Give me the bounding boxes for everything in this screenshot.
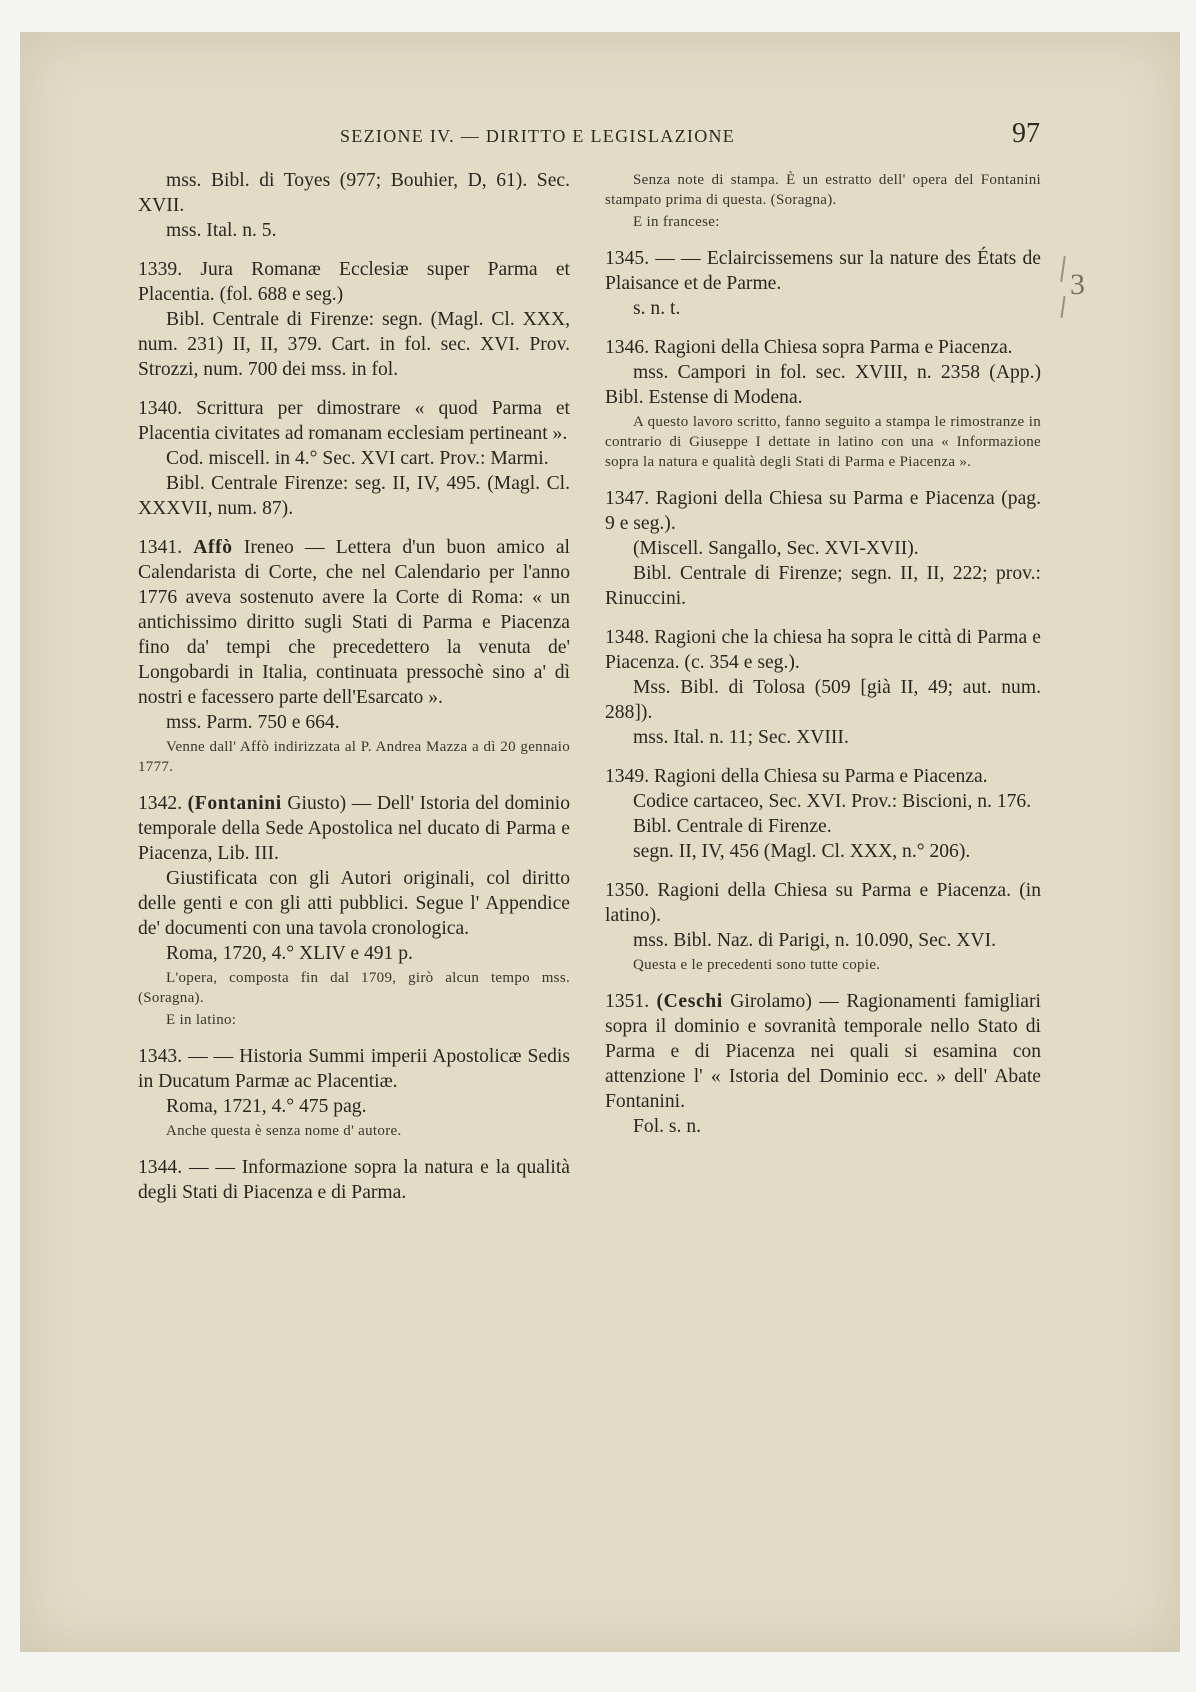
entry-note: Senza note di stampa. È un estratto dell' opera del Fontanini stampato prima di questa. (Soragna). xyxy=(605,172,1041,208)
entry-title xyxy=(605,246,1041,296)
running-header xyxy=(340,118,1040,154)
entry-detail xyxy=(605,1114,1041,1139)
entry-detail xyxy=(138,218,570,243)
entry-title xyxy=(138,535,570,710)
entry-note: E in francese: xyxy=(633,214,720,230)
entry-text: Scrittura per dimostrare « quod Parma et Placentia civitates ad romanam ecclesiam pertineant ». xyxy=(138,398,570,444)
catalog-entry xyxy=(605,878,1041,975)
entry-text: Ragioni della Chiesa su Parma e Piacenza. (in latino). xyxy=(605,880,1041,926)
entry-detail xyxy=(605,928,1041,953)
catalog-entry xyxy=(138,1155,570,1205)
entry-text: — — Historia Summi imperii Apostolicæ Sedis in Ducatum Parmæ ac Placentiæ. xyxy=(138,1046,570,1092)
entry-author: (Ceschi xyxy=(656,991,723,1012)
entry-title xyxy=(138,1044,570,1094)
entry-note: Questa e le precedenti sono tutte copie. xyxy=(633,957,881,973)
catalog-entry xyxy=(605,625,1041,750)
entry-text: — — Informazione sopra la natura e la qualità degli Stati di Piacenza e di Parma. xyxy=(138,1157,570,1203)
entry-detail xyxy=(138,941,570,966)
entry-text: s. n. t. xyxy=(633,298,681,319)
entry-text: Ireneo — Lettera d'un buon amico al Calendarista di Corte, che nel Calendario per l'anno 1776 aveva sostenuto avere la Corte di Roma: « un antichissimo diritto sugli Stati di Parma e Piacenza fino da' tempi che precedettero la venuta de' Longobardi in Italia, continuata pressochè sino a' dì nostri e facessero parte dell'Esarcato ». xyxy=(138,537,570,708)
entry-detail xyxy=(605,296,1041,321)
entry-title xyxy=(605,335,1041,360)
entry-text: Ragioni della Chiesa su Parma e Piacenza (pag. 9 e seg.). xyxy=(605,488,1041,534)
entry-text: — — Eclaircissemens sur la nature des États de Plaisance et de Parme. xyxy=(605,248,1041,294)
entry-detail xyxy=(138,446,570,471)
entry-detail xyxy=(138,307,570,382)
entry-text: mss. Ital. n. 11; Sec. XVIII. xyxy=(633,727,849,748)
entry-text: Bibl. Centrale di Firenze: segn. (Magl. Cl. XXX, num. 231) II, II, 379. Cart. in fol. sec. XVI. Prov. Strozzi, num. 700 dei mss. in fol. xyxy=(138,309,570,380)
entry-number: 1340. xyxy=(138,398,183,419)
entry-number: 1343. xyxy=(138,1046,183,1067)
entry-title xyxy=(605,764,1041,789)
entry-text: mss. Bibl. di Toyes (977; Bouhier, D, 61). Sec. XVII. xyxy=(138,170,570,216)
catalog-entry xyxy=(138,168,570,243)
entry-text: mss. Ital. n. 5. xyxy=(166,220,277,241)
entry-note: E in latino: xyxy=(166,1012,237,1028)
entry-text: mss. Bibl. Naz. di Parigi, n. 10.090, Sec. XVI. xyxy=(633,930,997,951)
entry-detail xyxy=(138,168,570,218)
entry-detail xyxy=(605,725,1041,750)
entry-text: Cod. miscell. in 4.° Sec. XVI cart. Prov.: Marmi. xyxy=(166,448,549,469)
entry-note: L'opera, composta fin dal 1709, girò alcun tempo mss. (Soragna). xyxy=(138,970,570,1006)
section-title: SEZIONE IV. — DIRITTO E LEGISLAZIONE xyxy=(340,126,736,146)
entry-detail xyxy=(605,536,1041,561)
entry-note: Venne dall' Affò indirizzata al P. Andrea Mazza a dì 20 gennaio 1777. xyxy=(138,739,570,775)
catalog-entry xyxy=(138,1044,570,1141)
catalog-entry xyxy=(138,396,570,521)
catalog-entry xyxy=(605,764,1041,864)
page-number: 97 xyxy=(1012,118,1040,149)
entry-detail xyxy=(138,710,570,735)
entry-detail xyxy=(605,839,1041,864)
entry-text: Mss. Bibl. di Tolosa (509 [già II, 49; aut. num. 288]). xyxy=(605,677,1041,723)
entry-text: Ragioni che la chiesa ha sopra le città di Parma e Piacenza. (c. 354 e seg.). xyxy=(605,627,1041,673)
entry-text: Ragioni della Chiesa su Parma e Piacenza. xyxy=(654,766,988,787)
entry-number: 1339. xyxy=(138,259,183,280)
catalog-entry xyxy=(605,246,1041,321)
entry-number: 1349. xyxy=(605,766,650,787)
entry-number: 1345. xyxy=(605,248,650,269)
entry-title xyxy=(138,396,570,446)
entry-number: 1348. xyxy=(605,627,650,648)
entry-detail xyxy=(605,814,1041,839)
entry-number: 1351. xyxy=(605,991,650,1012)
entry-title xyxy=(605,989,1041,1114)
entry-text: Jura Romanæ Ecclesiæ super Parma et Placentia. (fol. 688 e seg.) xyxy=(138,259,570,305)
entry-text: Bibl. Centrale di Firenze; segn. II, II, 222; prov.: Rinuccini. xyxy=(605,563,1041,609)
entry-number: 1342. xyxy=(138,793,183,814)
entry-text: Girolamo) — Ragionamenti famigliari sopra il dominio e sovranità temporale nello Stato di Parma e di Piacenza nei quali si esamina con attenzione l' « Istoria del Dominio ecc. » dell' Abate Fontanini. xyxy=(605,991,1041,1112)
entry-text: Giustificata con gli Autori originali, col diritto delle genti e con gli atti pubblici. Segue l' Appendice de' documenti con una tavola cronologica. xyxy=(138,868,570,939)
entry-text: Giusto) — Dell' Istoria del dominio temporale della Sede Apostolica nel ducato di Parma e Piacenza, Lib. III. xyxy=(138,793,571,864)
entry-text: Bibl. Centrale Firenze: seg. II, IV, 495. (Magl. Cl. XXXVII, num. 87). xyxy=(138,473,570,519)
entry-detail xyxy=(605,789,1041,814)
entry-author: (Fontanini xyxy=(187,793,282,814)
entry-text: (Miscell. Sangallo, Sec. XVI-XVII). xyxy=(633,538,919,559)
entry-detail xyxy=(138,471,570,521)
entry-detail xyxy=(605,675,1041,725)
entry-detail xyxy=(138,866,570,941)
entry-author: Affò xyxy=(193,537,233,558)
entry-title xyxy=(605,878,1041,928)
catalog-entry xyxy=(605,170,1041,232)
entry-number: 1350. xyxy=(605,880,650,901)
entry-text: Bibl. Centrale di Firenze. xyxy=(633,816,832,837)
entry-number: 1347. xyxy=(605,488,650,509)
catalog-entry xyxy=(138,535,570,777)
entry-title xyxy=(605,625,1041,675)
entry-text: segn. II, IV, 456 (Magl. Cl. XXX, n.° 206). xyxy=(633,841,971,862)
entry-text: Roma, 1721, 4.° 475 pag. xyxy=(166,1096,367,1117)
catalog-entry xyxy=(605,335,1041,472)
entry-text: Roma, 1720, 4.° XLIV e 491 p. xyxy=(166,943,413,964)
entry-detail xyxy=(605,360,1041,410)
margin-annotation: 3 xyxy=(1070,268,1085,301)
entry-text: Ragioni della Chiesa sopra Parma e Piacenza. xyxy=(654,337,1013,358)
catalog-entry xyxy=(605,989,1041,1139)
entry-number: 1346. xyxy=(605,337,650,358)
entry-title xyxy=(138,257,570,307)
entry-title xyxy=(138,791,570,866)
entry-note: A questo lavoro scritto, fanno seguito a stampa le rimostranze in contrario di Giuseppe I dettate in latino con una « Informazione sopra la natura e qualità degli Stati di Parma e Piacenza ». xyxy=(605,414,1041,470)
entry-title xyxy=(605,486,1041,536)
entry-text: Codice cartaceo, Sec. XVI. Prov.: Biscioni, n. 176. xyxy=(633,791,1032,812)
entry-title xyxy=(138,1155,570,1205)
entry-number: 1344. xyxy=(138,1157,183,1178)
entry-note: Anche questa è senza nome d' autore. xyxy=(166,1123,402,1139)
entry-detail xyxy=(138,1094,570,1119)
entry-text: Fol. s. n. xyxy=(633,1116,702,1137)
catalog-entry xyxy=(605,486,1041,611)
catalog-entry xyxy=(138,791,570,1030)
catalog-entry xyxy=(138,257,570,382)
entry-text: mss. Campori in fol. sec. XVIII, n. 2358 (App.) Bibl. Estense di Modena. xyxy=(605,362,1041,408)
entry-text: mss. Parm. 750 e 664. xyxy=(166,712,340,733)
entry-number: 1341. xyxy=(138,537,183,558)
left-column xyxy=(138,168,570,1219)
right-column xyxy=(605,168,1041,1153)
entry-detail xyxy=(605,561,1041,611)
